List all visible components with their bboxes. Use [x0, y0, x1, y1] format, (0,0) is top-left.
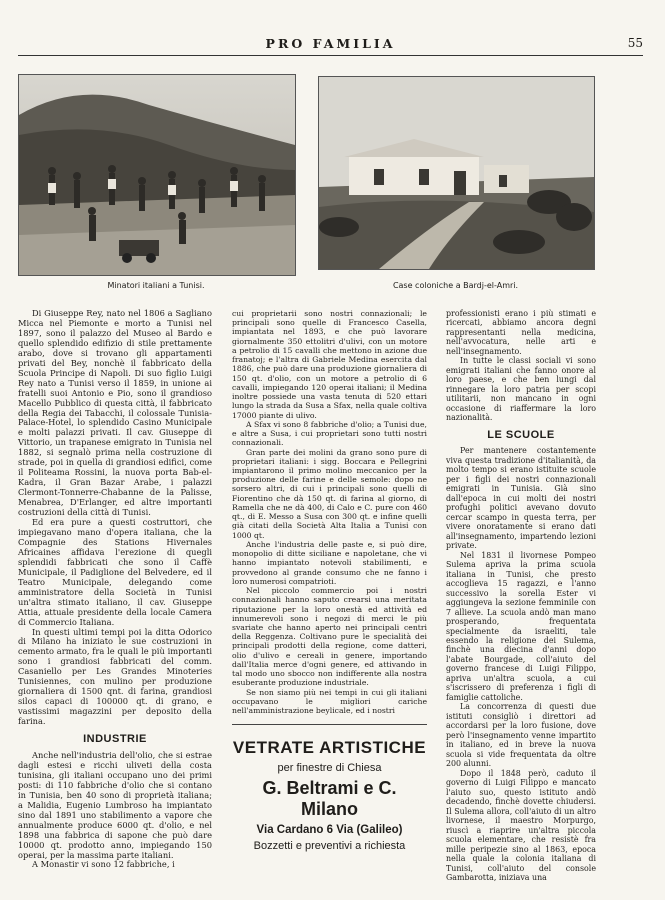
advertisement-box	[232, 724, 427, 885]
column-middle	[232, 309, 427, 715]
paragraph: Dopo il 1848 però, caduto il governo di Luigi Filippo e mancato l'aiuto suo, questo istituto andò decadendo, finchè dovette chiudersi. Il Sulema allora, coll'aiuto di un altro livornese, il maestro Morpurgo, riuscì a riaprire un'altra piccola scuola elementare, che resistè fra mille peripezie sino al 1863, epoca nella quale la colonia italiana di Tunisi, coll'aiuto del console Gambarotta, iniziava una	[446, 768, 596, 883]
photo-miners-caption: Minatori italiani a Tunisi.	[107, 281, 205, 290]
paragraph: professionisti erano i più stimati e ricercati, abbiamo ancora degni rappresentanti nella medicina, nell'avvocatura, nelle arti e nell'insegnamento.	[446, 309, 596, 356]
paragraph: Per mantenere costantemente viva questa tradizione d'italianità, da molto tempo si erano istituite scuole per i figli dei nostri connazionali emigrati in Tunisia. Già sino dall'epoca in cui molti dei nostri profughi politici avevano dovuto cercar scampo in questa terra, per vivere onoratamente si erano dati all'insegnamento, impartendo lezioni private.	[446, 446, 596, 551]
section-heading-le-scuole: LE SCUOLE	[487, 428, 555, 441]
photo-miners	[18, 74, 296, 276]
page-number: 55	[627, 36, 643, 50]
paragraph: Ed era pure a questi costruttori, che impiegavano mano d'opera italiana, che la Compagnie des Stations Hivernales Africaines affidava l'erezione di quegli splendidi fabbricati che sono il Caffè Municipale, il Padiglione del Belvedere, ed il Teatro Municipale, delegando come amministratore della Società in Tunisi un'altra stimato italiano, il cav. Giuseppe Attia, attuale presidente della locale Camera di Commercio Italiana.	[18, 517, 212, 627]
paragraph: La concorrenza di questi due istituti consigliò i direttori ad accordarsi per la loro fusione, dove però l'insegnamento venne impartito in italiano, ed in breve la nuova scuola si vide frequentata da oltre 200 alunni.	[446, 702, 596, 769]
paragraph: Nel 1831 il livornese Pompeo Sulema apriva la prima scuola italiana in Tunisi, che presto accoglieva 15 ragazzi, e l'anno successivo la sorella Ester vi aggiungeva la sezione femminile con 7 allieve. La scuola andò man mano prosperando, frequentata specialmente da israeliti, tale essendo la religione dei Sulema, finchè una diecina d'anni dopo l'abate Bourgade, coll'aiuto del governo francese di Luigi Filippo, apriva un'altra scuola, a cui s'iscrissero di preferenza i figli di famiglie cattoliche.	[446, 550, 596, 702]
ad-company: G. Beltrami e C. Milano	[262, 778, 397, 819]
header-rule	[18, 55, 643, 56]
paragraph: In questi ultimi tempi poi la ditta Odorico di Milano ha iniziato le sue costruzioni in cemento armato, fra le quali le più importanti sono i grandiosi fabbricati del comm. Casaniello per Les Grandes Minoteries Tunisiennes, con mulino per produzione giornaliera di 1500 qnt. di farina, grandiosi silos capaci di 100000 qt. di grano, e vastissimi magazzini per deposito della farina.	[18, 626, 212, 727]
column-right	[446, 309, 596, 883]
paragraph: Nel piccolo commercio poi i nostri connazionali hanno saputo crearsi una meritata riputazione per la loro onestà ed attività ed innumerevoli sono i negozi di merci le più svariate che hanno aperto nei principali centri della Reggenza. Coltivano pure le specialità dei principali prodotti della regione, come datteri, olio d'ulivo e cereali in genere, importando dall'Italia merce d'ogni genere, ed attivando in tal modo uno sbocco non indifferente alla nostra esuberante produzione industriale.	[232, 586, 427, 688]
paragraph: Di Giuseppe Rey, nato nel 1806 a Sagliano Micca nel Piemonte e morto a Tunisi nel 1897, sono il palazzo del Museo al Bardo e quello splendido edifizio di stile prettamente arabo, dove si trovano gli appartamenti privati del Bey, nonchè il fabbricato della Scuola Principe di Napoli. Di suo figlio Luigi Rey nato a Tunisi verso il 1859, in unione ai fratelli suoi Antonio e Pio, sono il grandioso Macello Pubblico di questa città, il fabbricato della Regia dei Tabacchi, il colossale Tunisia-Palace-Hotel, lo splendido Casino Municipale e molti palazzi privati. Il cav. Giuseppe di Vittorio, un trapanese emigrato in Tunisia nel 1882, si segnalò prima nella costruzione di strade, poi in quella di grandiosi edifici, come il Politeama Rossini, la nuova porta Bab-el-Kadra, il Gran Bazar Arabe, i palazzi Clermont-Tonnerre-Chabanne de la Palisse, Menabrea, D'Erlanger, ed altre importanti costruzioni della città di Tunisi.	[18, 308, 212, 518]
ad-headline: VETRATE ARTISTICHE	[232, 738, 427, 757]
photo-farmhouses-caption: Case coloniche a Bardj-el-Amri.	[392, 281, 519, 290]
ad-subline: per finestre di Chiesa	[277, 762, 382, 774]
paragraph: A Sfax vi sono 8 fabbriche d'olio; a Tunisi due, e altre a Susa, i cui proprietari sono tutti nostri connazionali.	[232, 419, 427, 448]
paragraph: In tutte le classi sociali vi sono emigrati italiani che fanno onore al loro paese, e che ben lungi dal rinnegare la loro patria per scopi utilitarii, non mancano in ogni occasione di riaffermare la loro nazionalità.	[446, 356, 596, 423]
paragraph: cui proprietarii sono nostri connazionali; le principali sono quelle di Francesco Casella, impiantata nel 1893, e che può lavorare giornalmente 350 ettolitri d'ulivi, con un motore a petrolio di 15 cavalli che mettono in azione due franatoj; e l'altra di Gabriele Medina esercita dal 1886, che può dare una produzione giornaliera di 150 qt. d'olio, con un motore a petrolio di 6 cavalli, impiegando 120 operai italiani; il Medina inoltre possiede una vasta tenuta di 520 ettari lungo la strada da Susa a Sfax, nella quale coltiva 17000 piante di ulivo.	[232, 309, 427, 420]
paragraph: A Monastir vi sono 12 fabbriche, i	[32, 859, 175, 870]
photo-farmhouses	[318, 76, 595, 270]
section-heading-industrie: INDUSTRIE	[83, 733, 147, 746]
farmhouse-photo-illustration	[319, 77, 594, 269]
column-left	[18, 309, 212, 870]
paragraph: Anche nell'industria dell'olio, che si estrae dagli estesi e ricchi uliveti della costa tunisina, gli italiani occupano uno dei primi posti: di 110 fabbriche d'olio che si contano in Tunisia, ben 40 sono di proprietà italiana; a Malidia, Eugenio Lumbroso ha impiantato sino dal 1891 uno stabilimento a vapore che annualmente produce 6000 qt. d'olio, e nel 1898 una fabbrica di sapone che può dare 10000 qt. prodotto anno, impiegando 150 operai, per la massima parte italiani.	[18, 749, 212, 860]
paragraph: Anche l'industria delle paste e, si può dire, monopolio di ditte siciliane e napoletane, che vi hanno impiantato notevoli stabilimenti, e provvedono al grande consumo che ne fanno i loro numerosi compatrioti.	[232, 539, 427, 586]
miners-photo-illustration	[19, 75, 295, 275]
page-header	[18, 36, 643, 54]
paragraph: Se non siamo più nei tempi in cui gli italiani occupavano le migliori cariche nell'amministrazione beylicale, ed i nostri	[232, 687, 427, 716]
ad-address: Via Cardano 6 Via (Galileo)	[256, 824, 403, 836]
journal-title: PRO FAMILIA	[265, 36, 396, 51]
paragraph: Gran parte dei molini da grano sono pure di proprietari italiani: i sigg. Boccara e Pellegrini impiantarono il primo molino meccanico per la produzione delle farine e delle semole: dopo ne sorsero altri, di cui i principali sono quelli di Fiorentino che dà 150 qt. di farina al giorno, di Ramella che ne dà 400, di Calo e C. pure con 460 qt., di E. Messo a Susa con 300 qt. e infine quelli già citati della Società Alta Italia a Tunisi con 1000 qt.	[232, 447, 427, 540]
ad-note: Bozzetti e preventivi a richiesta	[253, 840, 406, 852]
